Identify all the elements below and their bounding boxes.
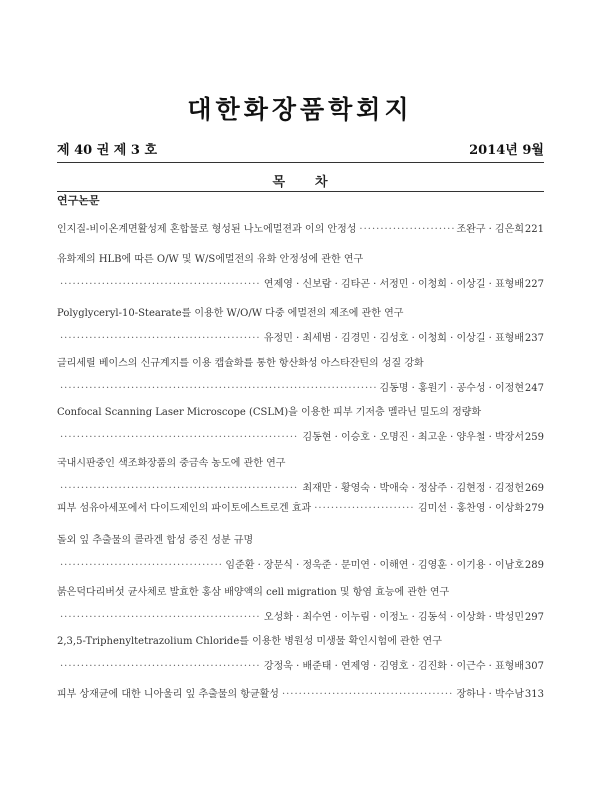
entry-page: 297	[524, 612, 544, 623]
volume-issue: 제 40 권 제 3 호	[57, 143, 157, 158]
dot-leader	[282, 687, 454, 702]
toc-entry	[57, 405, 544, 445]
bottom-divider	[57, 191, 544, 192]
entry-title: 국내시판중인 색조화장품의 중금속 농도에 관한 연구	[57, 458, 286, 469]
toc-entry	[57, 252, 544, 292]
entry-page: 269	[524, 483, 544, 494]
entry-page: 227	[524, 279, 544, 290]
entry-authors: 임준환 · 장문식 · 정욱준 · 문미연 · 이해연 · 김영훈 · 이기용 · 이남호	[225, 560, 524, 571]
entry-authors: 오성화 · 최수연 · 이누림 · 이정노 · 김동석 · 이상화 · 박성민	[263, 612, 524, 623]
entry-authors: 연제영 · 신보람 · 김타곤 · 서정민 · 이청희 · 이상길 · 표형배	[263, 279, 524, 290]
toc-entry	[57, 533, 544, 573]
entry-page: 313	[524, 689, 544, 700]
dot-leader	[60, 659, 261, 674]
toc-entry	[57, 634, 544, 674]
top-divider	[57, 162, 544, 163]
dot-leader	[60, 331, 261, 346]
section-label: 연구논문	[57, 194, 100, 207]
dot-leader	[60, 277, 261, 292]
entry-page: 307	[524, 661, 544, 672]
dot-leader	[60, 558, 222, 573]
entry-title: Polyglyceryl-10-Stearate를 이용한 W/O/W 다중 에멀전의 제조에 관한 연구	[57, 308, 404, 319]
entry-authors: 김미선 · 홍찬영 · 이상화	[417, 503, 524, 514]
entry-title: 유화제의 HLB에 따른 O/W 및 W/S에멀전의 유화 안정성에 관한 연구	[57, 254, 364, 265]
dot-leader	[60, 610, 261, 625]
entry-page: 221	[524, 224, 544, 235]
entry-authors: 최재만 · 황영숙 · 박애숙 · 정삼주 · 김현정 · 김정헌	[302, 483, 524, 494]
publication-date: 2014년 9월	[469, 143, 544, 158]
dot-leader	[60, 481, 299, 496]
entry-page: 289	[524, 560, 544, 571]
entry-authors: 조완구 · 김은희	[456, 224, 524, 235]
entry-authors: 강정욱 · 배준태 · 연제영 · 김영호 · 김진화 · 이근수 · 표형배	[263, 661, 524, 672]
entry-page: 247	[524, 383, 544, 394]
toc-entry	[57, 501, 544, 516]
toc-entry	[57, 356, 544, 396]
dot-leader	[60, 381, 376, 396]
toc-entry	[57, 306, 544, 346]
toc-entry	[57, 222, 544, 237]
entry-title: 2,3,5-Triphenyltetrazolium Chloride를 이용한 병원성 미생물 확인시험에 관한 연구	[57, 636, 442, 647]
toc-heading: 목차	[272, 175, 358, 190]
dot-leader	[359, 222, 453, 237]
entry-authors: 김동명 · 홍원기 · 공수성 · 이정현	[379, 383, 524, 394]
entry-title: 피부 섬유아세포에서 다이드제인의 파이토에스트로겐 효과	[57, 503, 312, 514]
entry-title: 돌외 잎 추출물의 콜라겐 합성 증진 성분 규명	[57, 535, 254, 546]
entry-title: 피부 상재균에 대한 니아울리 잎 추출물의 항균활성	[57, 689, 279, 700]
journal-title: 대한화장품학회지	[187, 95, 413, 124]
toc-entry	[57, 687, 544, 702]
entry-page: 259	[524, 432, 544, 443]
dot-leader	[314, 501, 415, 516]
entry-title: 글리세릴 베이스의 신규계지를 이용 캡슐화를 통한 항산화성 아스타잔틴의 성질 강화	[57, 358, 424, 369]
entry-title: Confocal Scanning Laser Microscope (CSLM)을 이용한 피부 기저층 멜라닌 밀도의 정량화	[57, 407, 482, 418]
entry-page: 279	[524, 503, 544, 514]
entry-authors: 김동현 · 이승호 · 오명진 · 최고운 · 양우철 · 박장서	[302, 432, 524, 443]
dot-leader	[60, 430, 299, 445]
toc-entry	[57, 585, 544, 625]
entry-authors: 유정민 · 최세범 · 김경민 · 김성호 · 이청희 · 이상길 · 표형배	[263, 333, 524, 344]
entry-authors: 장하나 · 박수남	[456, 689, 524, 700]
entry-title: 인지질-비이온계면활성제 혼합물로 형성된 나노에멀젼과 이의 안정성	[57, 224, 357, 235]
entry-title: 붉은덕다리버섯 균사체로 발효한 홍삼 배양액의 cell migration 및 항염 효능에 관한 연구	[57, 587, 450, 598]
entry-page: 237	[524, 333, 544, 344]
toc-entry	[57, 456, 544, 496]
